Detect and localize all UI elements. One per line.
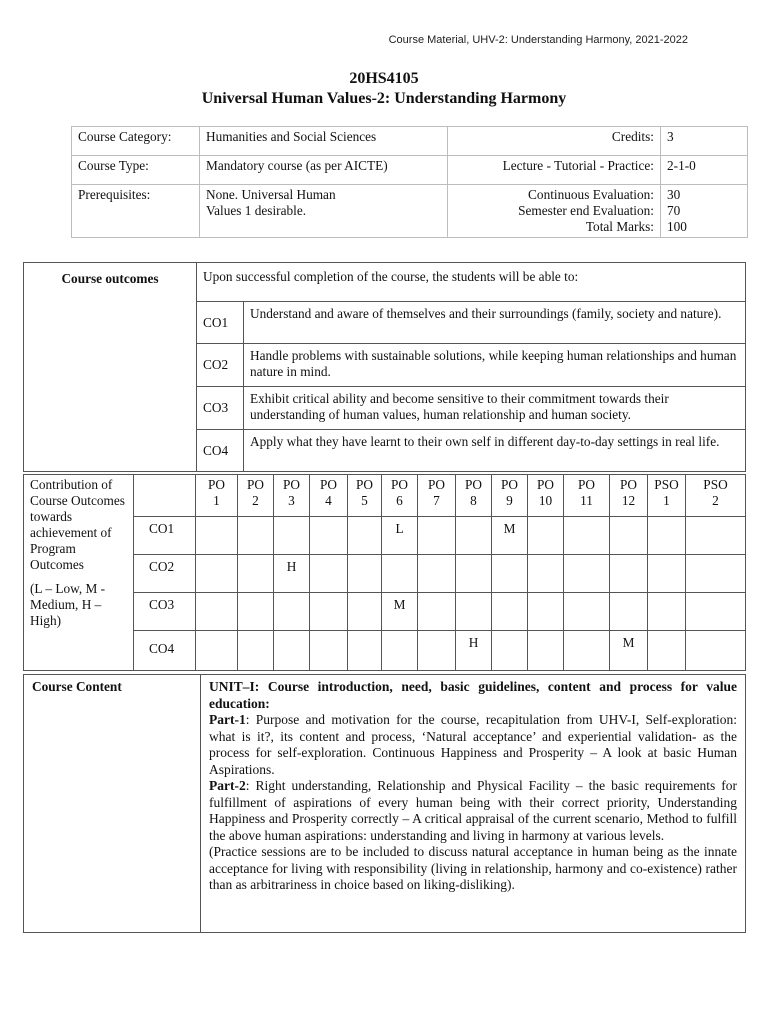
mapping-cell	[648, 593, 686, 631]
mapping-cell	[418, 593, 456, 631]
mapping-cell	[456, 593, 492, 631]
course-outcomes-table	[23, 262, 746, 472]
info-key: Course Type:	[72, 156, 200, 185]
co-id: CO2	[197, 344, 244, 387]
info-value	[200, 185, 448, 238]
mapping-cell	[274, 517, 310, 555]
po-header: PO 10	[528, 475, 564, 517]
info-key: Prerequisites:	[72, 185, 200, 238]
mapping-cell	[610, 593, 648, 631]
part-2	[209, 778, 737, 844]
mapping-cell	[348, 517, 382, 555]
co-id: CO1	[197, 302, 244, 344]
mapping-cell: M	[610, 631, 648, 671]
part-text: : Purpose and motivation for the course, recapitulation from UHV-I, Self-exploration: what is it?, its content and process, ‘Natural acceptance’ and experiential validation- as the process for self-exploration. Continuous Happiness and Prosperity – A look at basic Human Aspirations.	[209, 712, 737, 777]
part-heading: Part-1	[209, 712, 246, 727]
mapping-cell	[382, 631, 418, 671]
info-key: Lecture - Tutorial - Practice:	[448, 156, 661, 185]
po-header: PO 11	[564, 475, 610, 517]
mapping-cell	[610, 517, 648, 555]
eval-value: 30	[667, 187, 681, 202]
mapping-cell	[238, 593, 274, 631]
co-text: Understand and aware of themselves and their surroundings (family, society and nature).	[244, 302, 746, 344]
mapping-description	[24, 475, 134, 671]
mapping-co: CO3	[134, 593, 196, 631]
practice-note: (Practice sessions are to be included to discuss natural acceptance in human being as the innate acceptance for living with responsibility (living in relationship, harmony and co-existence) rather than as arbitrariness in choice based on liking-disliking).	[209, 844, 737, 892]
mapping-cell	[528, 631, 564, 671]
eval-value: 100	[667, 219, 687, 234]
course-content-table	[23, 674, 746, 933]
mapping-cell	[648, 517, 686, 555]
mapping-cell: H	[274, 555, 310, 593]
po-header: PO 3	[274, 475, 310, 517]
po-header: PO 1	[196, 475, 238, 517]
mapping-cell: H	[456, 631, 492, 671]
po-mapping-table	[23, 474, 746, 671]
unit-number: UNIT–I	[209, 679, 255, 694]
mapping-cell	[196, 517, 238, 555]
co-text: Handle problems with sustainable solutions, while keeping human relationships and human nature in mind.	[244, 344, 746, 387]
mapping-caption: Contribution of Course Outcomes towards achievement of Program Outcomes	[30, 477, 125, 572]
mapping-cell	[528, 555, 564, 593]
info-value: 3	[661, 127, 748, 156]
mapping-cell	[456, 555, 492, 593]
course-title: Universal Human Values-2: Understanding Harmony	[201, 90, 567, 107]
mapping-cell	[348, 631, 382, 671]
po-header: PO 12	[610, 475, 648, 517]
po-header: PO 5	[348, 475, 382, 517]
mapping-cell	[686, 555, 746, 593]
mapping-cell	[382, 555, 418, 593]
mapping-cell	[564, 631, 610, 671]
mapping-cell	[196, 593, 238, 631]
co-text: Apply what they have learnt to their own self in different day-to-day settings in real life.	[244, 430, 746, 472]
co-id: CO3	[197, 387, 244, 430]
mapping-cell	[238, 555, 274, 593]
mapping-cell	[492, 555, 528, 593]
info-key: Credits:	[448, 127, 661, 156]
mapping-cell	[238, 631, 274, 671]
eval-key: Continuous Evaluation:	[528, 187, 654, 202]
mapping-cell	[310, 517, 348, 555]
mapping-cell	[418, 555, 456, 593]
info-value: Mandatory course (as per AICTE)	[200, 156, 448, 185]
course-content-body	[201, 675, 746, 933]
part-heading: Part-2	[209, 778, 246, 793]
mapping-cell	[348, 555, 382, 593]
info-key	[448, 185, 661, 238]
co-id: CO4	[197, 430, 244, 472]
mapping-cell	[196, 555, 238, 593]
mapping-cell	[610, 555, 648, 593]
part-1	[209, 712, 737, 778]
eval-key: Semester end Evaluation:	[518, 203, 654, 218]
outcomes-intro: Upon successful completion of the course, the students will be able to:	[197, 263, 746, 302]
info-value	[661, 185, 748, 238]
info-value: Humanities and Social Sciences	[200, 127, 448, 156]
running-header: Course Material, UHV-2: Understanding Harmony, 2021-2022	[388, 34, 688, 46]
mapping-cell	[492, 631, 528, 671]
mapping-cell: L	[382, 517, 418, 555]
mapping-cell: M	[492, 517, 528, 555]
mapping-cell	[686, 593, 746, 631]
po-header: PO 4	[310, 475, 348, 517]
mapping-cell	[456, 517, 492, 555]
course-info-table	[71, 126, 748, 238]
mapping-co: CO2	[134, 555, 196, 593]
mapping-legend: (L – Low, M -Medium, H – High)	[30, 581, 106, 628]
mapping-cell	[648, 555, 686, 593]
prereq-line: None. Universal Human	[206, 187, 336, 202]
pso-header: PSO 1	[648, 475, 686, 517]
mapping-co: CO4	[134, 631, 196, 671]
mapping-cell	[310, 555, 348, 593]
mapping-cell	[564, 517, 610, 555]
co-text: Exhibit critical ability and become sensitive to their commitment towards their understanding of human values, human relationship and human society.	[244, 387, 746, 430]
mapping-cell	[274, 593, 310, 631]
po-header: PO 8	[456, 475, 492, 517]
mapping-cell	[418, 517, 456, 555]
mapping-cell	[648, 631, 686, 671]
po-header: PO 7	[418, 475, 456, 517]
mapping-cell	[348, 593, 382, 631]
mapping-cell: M	[382, 593, 418, 631]
course-outcomes-label: Course outcomes	[24, 263, 197, 472]
info-value: 2-1-0	[661, 156, 748, 185]
header-blank	[134, 475, 196, 517]
po-header: PO 6	[382, 475, 418, 517]
part-text: : Right understanding, Relationship and Physical Facility – the basic requirements for fulfillment of aspirations of every human being with their correct priority, Understanding Happiness and Prosperity correctly – A critical appraisal of the current scenario, Method to fulfill the above human aspirations: understanding and living in harmony at various levels.	[209, 778, 737, 843]
po-header: PO 9	[492, 475, 528, 517]
course-code: 20HS4105	[349, 70, 419, 87]
mapping-cell	[528, 517, 564, 555]
mapping-cell	[686, 631, 746, 671]
unit-title: : Course introduction, need, basic guidelines, content and process for value education:	[209, 679, 737, 711]
mapping-cell	[492, 593, 528, 631]
prereq-line: Values 1 desirable.	[206, 203, 307, 218]
mapping-cell	[238, 517, 274, 555]
mapping-cell	[274, 631, 310, 671]
mapping-cell	[310, 593, 348, 631]
info-key: Course Category:	[72, 127, 200, 156]
course-content-label: Course Content	[24, 675, 201, 933]
eval-key: Total Marks:	[585, 219, 654, 234]
mapping-cell	[310, 631, 348, 671]
mapping-cell	[196, 631, 238, 671]
mapping-cell	[564, 593, 610, 631]
pso-header: PSO 2	[686, 475, 746, 517]
po-header: PO 2	[238, 475, 274, 517]
mapping-co: CO1	[134, 517, 196, 555]
unit-heading	[209, 679, 737, 712]
mapping-cell	[564, 555, 610, 593]
eval-value: 70	[667, 203, 681, 218]
mapping-cell	[528, 593, 564, 631]
mapping-cell	[418, 631, 456, 671]
mapping-cell	[686, 517, 746, 555]
